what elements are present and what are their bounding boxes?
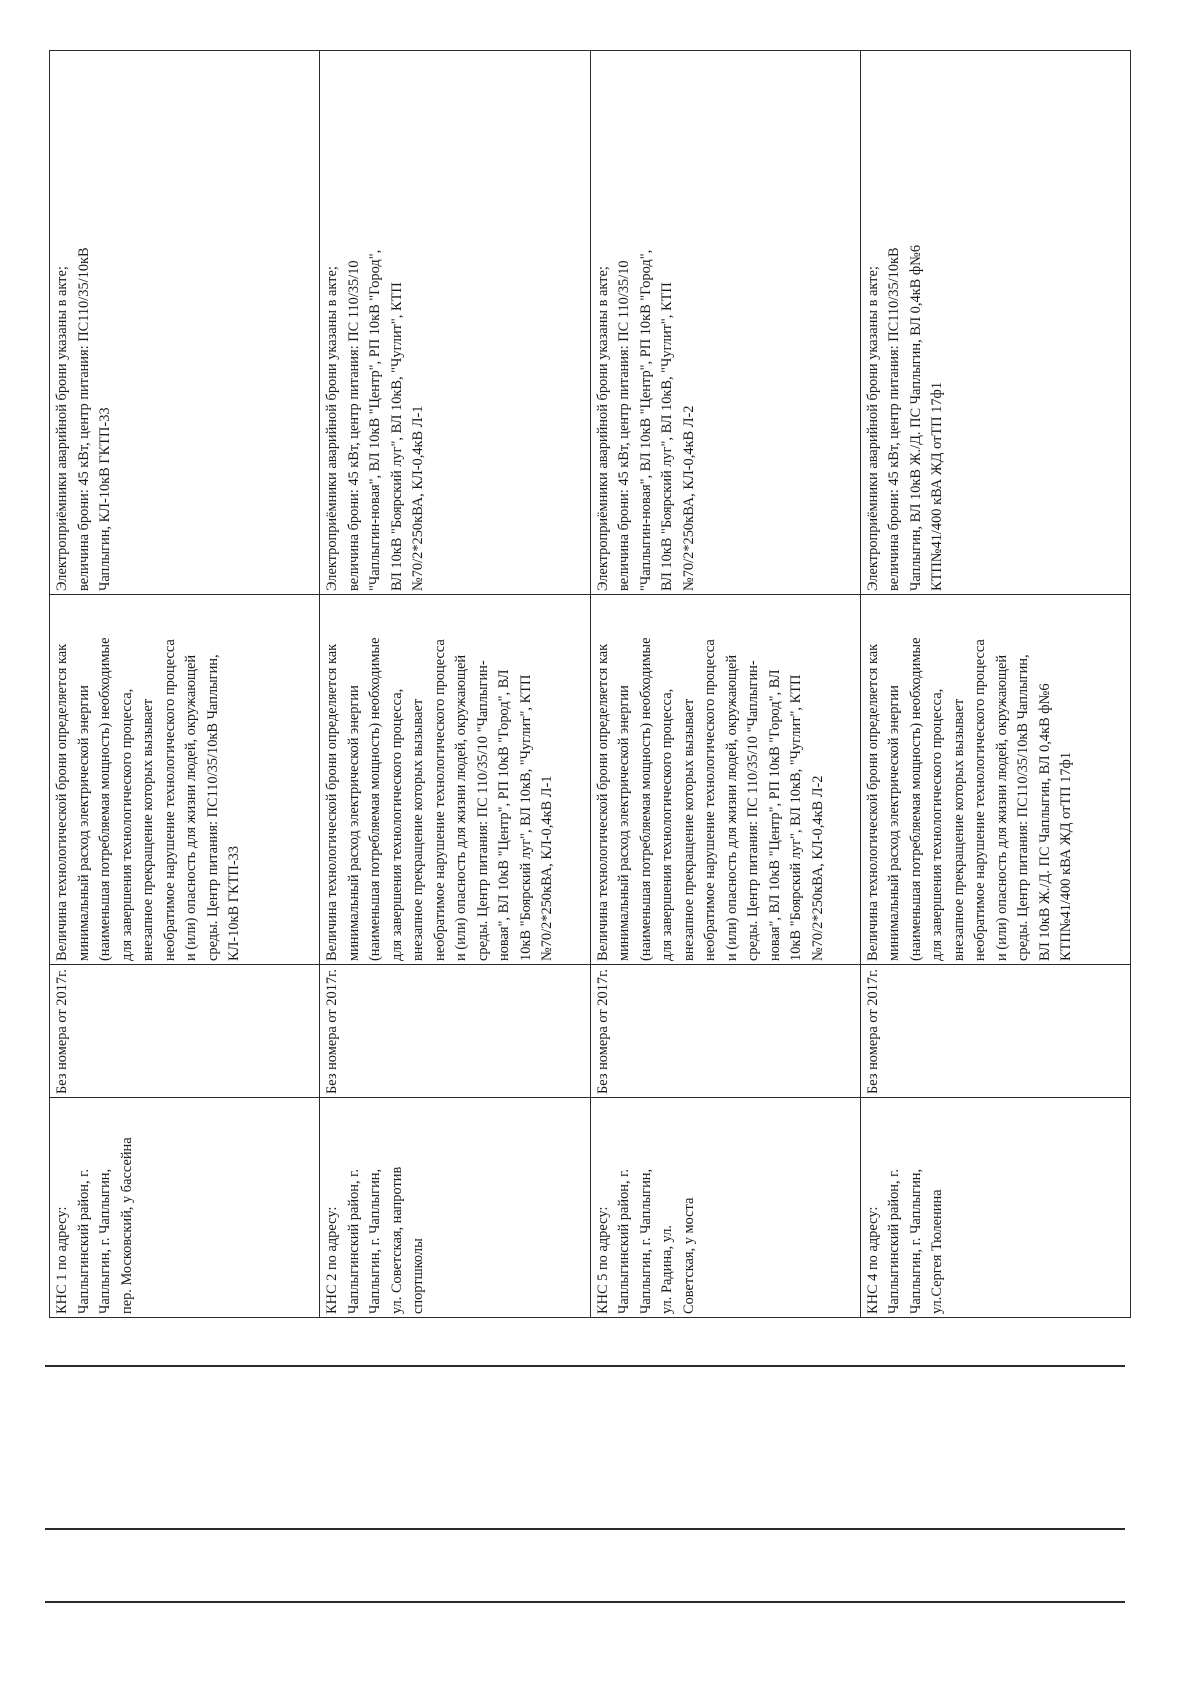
- act-cell: Без номера от 2017г.: [50, 965, 320, 1098]
- tech-reserve-cell: Величина технологической брони определяется как минимальный расход электрической энергии (наименьшая потребляемая мощность) необходимые для завершения технологического процесса, внезапное прекращение которых вызывает необратимое нарушение технологического процесса и (или) опасность для жизни людей, окружающей среды. Центр питания: ПС 110/35/10 "Чаплыгин- новая", ВЛ 10кВ "Центр", РП 10кВ "Город", ВЛ 10кВ "Боярский луг", ВЛ 10кВ, "Чуглит", КТП №70/2*250кВА, КЛ-0,4кВ Л-1: [320, 595, 590, 965]
- table-row: [320, 51, 590, 1318]
- act-cell: Без номера от 2017г.: [590, 965, 860, 1098]
- table-row: [50, 51, 320, 1318]
- blank-rule-line: [45, 1365, 1125, 1367]
- tech-reserve-cell: Величина технологической брони определяется как минимальный расход электрической энергии (наименьшая потребляемая мощность) необходимые для завершения технологического процесса, внезапное прекращение которых вызывает необратимое нарушение технологического процесса и (или) опасность для жизни людей, окружающей среды. Центр питания: ПС110/35/10кВ Чаплыгин, ВЛ 10кВ Ж./Д. ПС Чаплыгин, ВЛ 0,4кВ ф№6 КТП№41/400 кВА ЖД отТП 17ф1: [860, 595, 1130, 965]
- address-cell: КНС 5 по адресу: Чаплыгинский район, г. Чаплыгин, г. Чаплыгин, ул. Радина, ул. Советская, у моста: [590, 1098, 860, 1318]
- address-cell: КНС 1 по адресу: Чаплыгинский район, г. Чаплыгин, г. Чаплыгин, пер. Московский, у бассейна: [50, 1098, 320, 1318]
- emergency-reserve-cell: Электроприёмники аварийной брони указаны в акте; величина брони: 45 кВт, центр питания: ПС110/35/10кВ Чаплыгин, ВЛ 10кВ Ж./Д. ПС Чаплыгин, ВЛ 0,4кВ ф№6 КТП№41/400 кВА ЖД отТП 17ф1: [860, 51, 1130, 595]
- rotated-landscape-page: [30, 50, 1143, 1690]
- address-cell: КНС 4 по адресу: Чаплыгинский район, г. Чаплыгин, г. Чаплыгин, ул.Сергея Тюленина: [860, 1098, 1130, 1318]
- emergency-reserve-cell: Электроприёмники аварийной брони указаны в акте; величина брони: 45 кВт, центр питания: ПС 110/35/10 "Чаплыгин-новая", ВЛ 10кВ "Центр", РП 10кВ "Город", ВЛ 10кВ "Боярский луг", ВЛ 10кВ, "Чуглит", КТП №70/2*250кВА, КЛ-0,4кВ Л-1: [320, 51, 590, 595]
- tech-reserve-cell: Величина технологической брони определяется как минимальный расход электрической энергии (наименьшая потребляемая мощность) необходимые для завершения технологического процесса, внезапное прекращение которых вызывает необратимое нарушение технологического процесса и (или) опасность для жизни людей, окружающей среды. Центр питания: ПС 110/35/10 "Чаплыгин- новая", ВЛ 10кВ "Центр", РП 10кВ "Город", ВЛ 10кВ "Боярский луг", ВЛ 10кВ, "Чуглит", КТП №70/2*250кВА, КЛ-0,4кВ Л-2: [590, 595, 860, 965]
- emergency-reserve-cell: Электроприёмники аварийной брони указаны в акте; величина брони: 45 кВт, центр питания: ПС110/35/10кВ Чаплыгин, КЛ-10кВ ГКТП-33: [50, 51, 320, 595]
- blank-rule-line: [45, 1528, 1125, 1530]
- table-row: [590, 51, 860, 1318]
- blank-rule-line: [45, 1601, 1125, 1603]
- emergency-reserve-cell: Электроприёмники аварийной брони указаны в акте; величина брони: 45 кВт, центр питания: ПС 110/35/10 "Чаплыгин-новая", ВЛ 10кВ "Центр", РП 10кВ "Город", ВЛ 10кВ "Боярский луг", ВЛ 10кВ, "Чуглит", КТП №70/2*250кВА, КЛ-0,4кВ Л-2: [590, 51, 860, 595]
- act-cell: Без номера от 2017г.: [320, 965, 590, 1098]
- reservation-table: [49, 50, 1131, 1318]
- tech-reserve-cell: Величина технологической брони определяется как минимальный расход электрической энергии (наименьшая потребляемая мощность) необходимые для завершения технологического процесса, внезапное прекращение которых вызывает необратимое нарушение технологического процесса и (или) опасность для жизни людей, окружающей среды. Центр питания: ПС110/35/10кВ Чаплыгин, КЛ-10кВ ГКТП-33: [50, 595, 320, 965]
- act-cell: Без номера от 2017г.: [860, 965, 1130, 1098]
- address-cell: КНС 2 по адресу: Чаплыгинский район, г. Чаплыгин, г. Чаплыгин, ул. Советская, напротив спортшколы: [320, 1098, 590, 1318]
- table-row: [860, 51, 1130, 1318]
